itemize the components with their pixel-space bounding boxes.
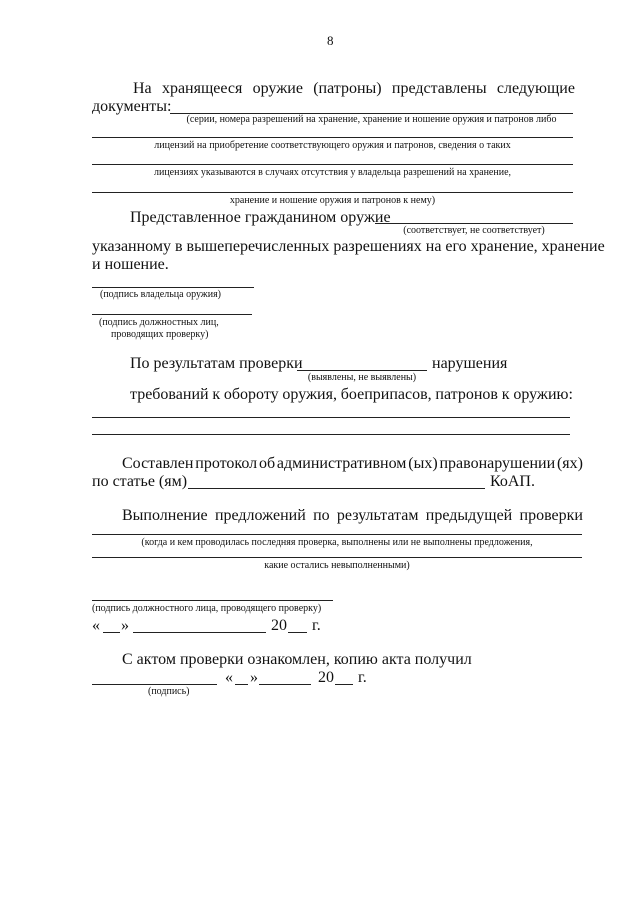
word: следующие (496, 80, 575, 97)
word: оружие (252, 80, 303, 97)
word: результатам (336, 507, 419, 524)
word: проверки (519, 507, 583, 524)
check-text-b: нарушения (432, 355, 508, 372)
ack-year-prefix: 20 (318, 669, 334, 686)
word: оружию: (513, 386, 573, 403)
previous-line-1 (122, 507, 583, 525)
word: об (258, 455, 276, 472)
docs-caption-4: хранение и ношение оружия и патронов к нему) (229, 195, 436, 206)
previous-caption-2: какие остались невыполненными) (264, 560, 410, 571)
word: правонарушении (439, 455, 556, 472)
docs-caption-3: лицензиях указываются в случаях отсутствия у владельца разрешений на хранение, (153, 167, 512, 178)
protocol-line-1 (122, 455, 583, 473)
word: требований (130, 386, 209, 403)
word: патронов (435, 386, 498, 403)
ack-date-month-line[interactable] (259, 684, 311, 685)
word: предыдущей (425, 507, 513, 524)
docs-line-1 (133, 80, 575, 98)
protocol-text-b: КоАП. (490, 473, 535, 490)
weapon-fill-line[interactable] (375, 223, 573, 224)
ack-date-close-quote: » (250, 669, 258, 686)
check-line-2 (130, 386, 573, 404)
docs-caption-2: лицензий на приобретение соответствующего оружия и патронов, сведения о таких (154, 140, 511, 151)
weapon-text-2: указанному в вышеперечисленных разрешениях на его хранение, хранение (92, 238, 605, 255)
official-date-open-quote: « (92, 617, 100, 634)
protocol-text-a: по статье (ям) (92, 473, 188, 490)
docs-fill-line-3[interactable] (92, 164, 573, 165)
page-number: 8 (327, 33, 334, 48)
word: обороту (223, 386, 279, 403)
word: по (313, 507, 330, 524)
word: (патроны) (313, 80, 382, 97)
word: (ых) (408, 455, 438, 472)
check-fill-line-3[interactable] (92, 434, 570, 435)
docs-fill-line-2[interactable] (92, 137, 573, 138)
check-caption: (выявлены, не выявлены) (307, 372, 417, 383)
weapon-caption: (соответствует, не соответствует) (403, 225, 545, 236)
previous-fill-line-2[interactable] (92, 557, 582, 558)
previous-caption-1: (когда и кем проводилась последняя проверка, выполнены или не выполнены предложения, (141, 537, 533, 548)
official-signature-line[interactable] (92, 600, 333, 601)
official-signature-caption: (подпись должностного лица, проводящего проверку) (92, 603, 322, 614)
word: боеприпасов, (340, 386, 432, 403)
word: к (212, 386, 221, 403)
docs-fill-line-4[interactable] (92, 192, 573, 193)
ack-year-line[interactable] (335, 684, 353, 685)
official-year-line[interactable] (288, 632, 307, 633)
word: Составлен (122, 455, 194, 472)
ack-date-day-line[interactable] (235, 684, 248, 685)
word: протокол (195, 455, 258, 472)
officials-caption-2: проводящих проверку) (111, 329, 209, 340)
check-text-a: По результатам проверки (130, 355, 303, 372)
ack-date-open-quote: « (225, 669, 233, 686)
previous-fill-line-1[interactable] (92, 534, 582, 535)
official-year-suffix: г. (312, 617, 321, 634)
word: предложений (214, 507, 306, 524)
official-date-day-line[interactable] (103, 632, 120, 633)
word: хранящееся (161, 80, 243, 97)
weapon-text-1: Представленное гражданином оружие (130, 209, 391, 226)
word: (ях) (556, 455, 583, 472)
word: На (133, 80, 152, 97)
weapon-text-3: и ношение. (92, 256, 169, 273)
ack-text: С актом проверки ознакомлен, копию акта получил (122, 651, 472, 668)
owner-signature-line[interactable] (92, 287, 254, 288)
word: административном (276, 455, 407, 472)
ack-year-suffix: г. (358, 669, 367, 686)
ack-signature-caption: (подпись) (148, 686, 190, 697)
word: к (501, 386, 510, 403)
protocol-article-line[interactable] (188, 488, 485, 489)
official-year-prefix: 20 (271, 617, 287, 634)
word: представлены (391, 80, 487, 97)
docs-label: документы: (92, 98, 172, 115)
check-fill-line-2[interactable] (92, 417, 570, 418)
word: оружия, (282, 386, 337, 403)
owner-signature-caption: (подпись владельца оружия) (100, 289, 221, 300)
ack-signature-line[interactable] (92, 684, 217, 685)
officials-caption-1: (подпись должностных лиц, (99, 317, 219, 328)
officials-signature-line[interactable] (92, 314, 252, 315)
word: Выполнение (122, 507, 208, 524)
official-date-month-line[interactable] (133, 632, 266, 633)
official-date-close-quote: » (121, 617, 129, 634)
check-fill-line[interactable] (297, 370, 427, 371)
docs-caption-1: (серии, номера разрешений на хранение, хранение и ношение оружия и патронов либо (186, 114, 557, 125)
